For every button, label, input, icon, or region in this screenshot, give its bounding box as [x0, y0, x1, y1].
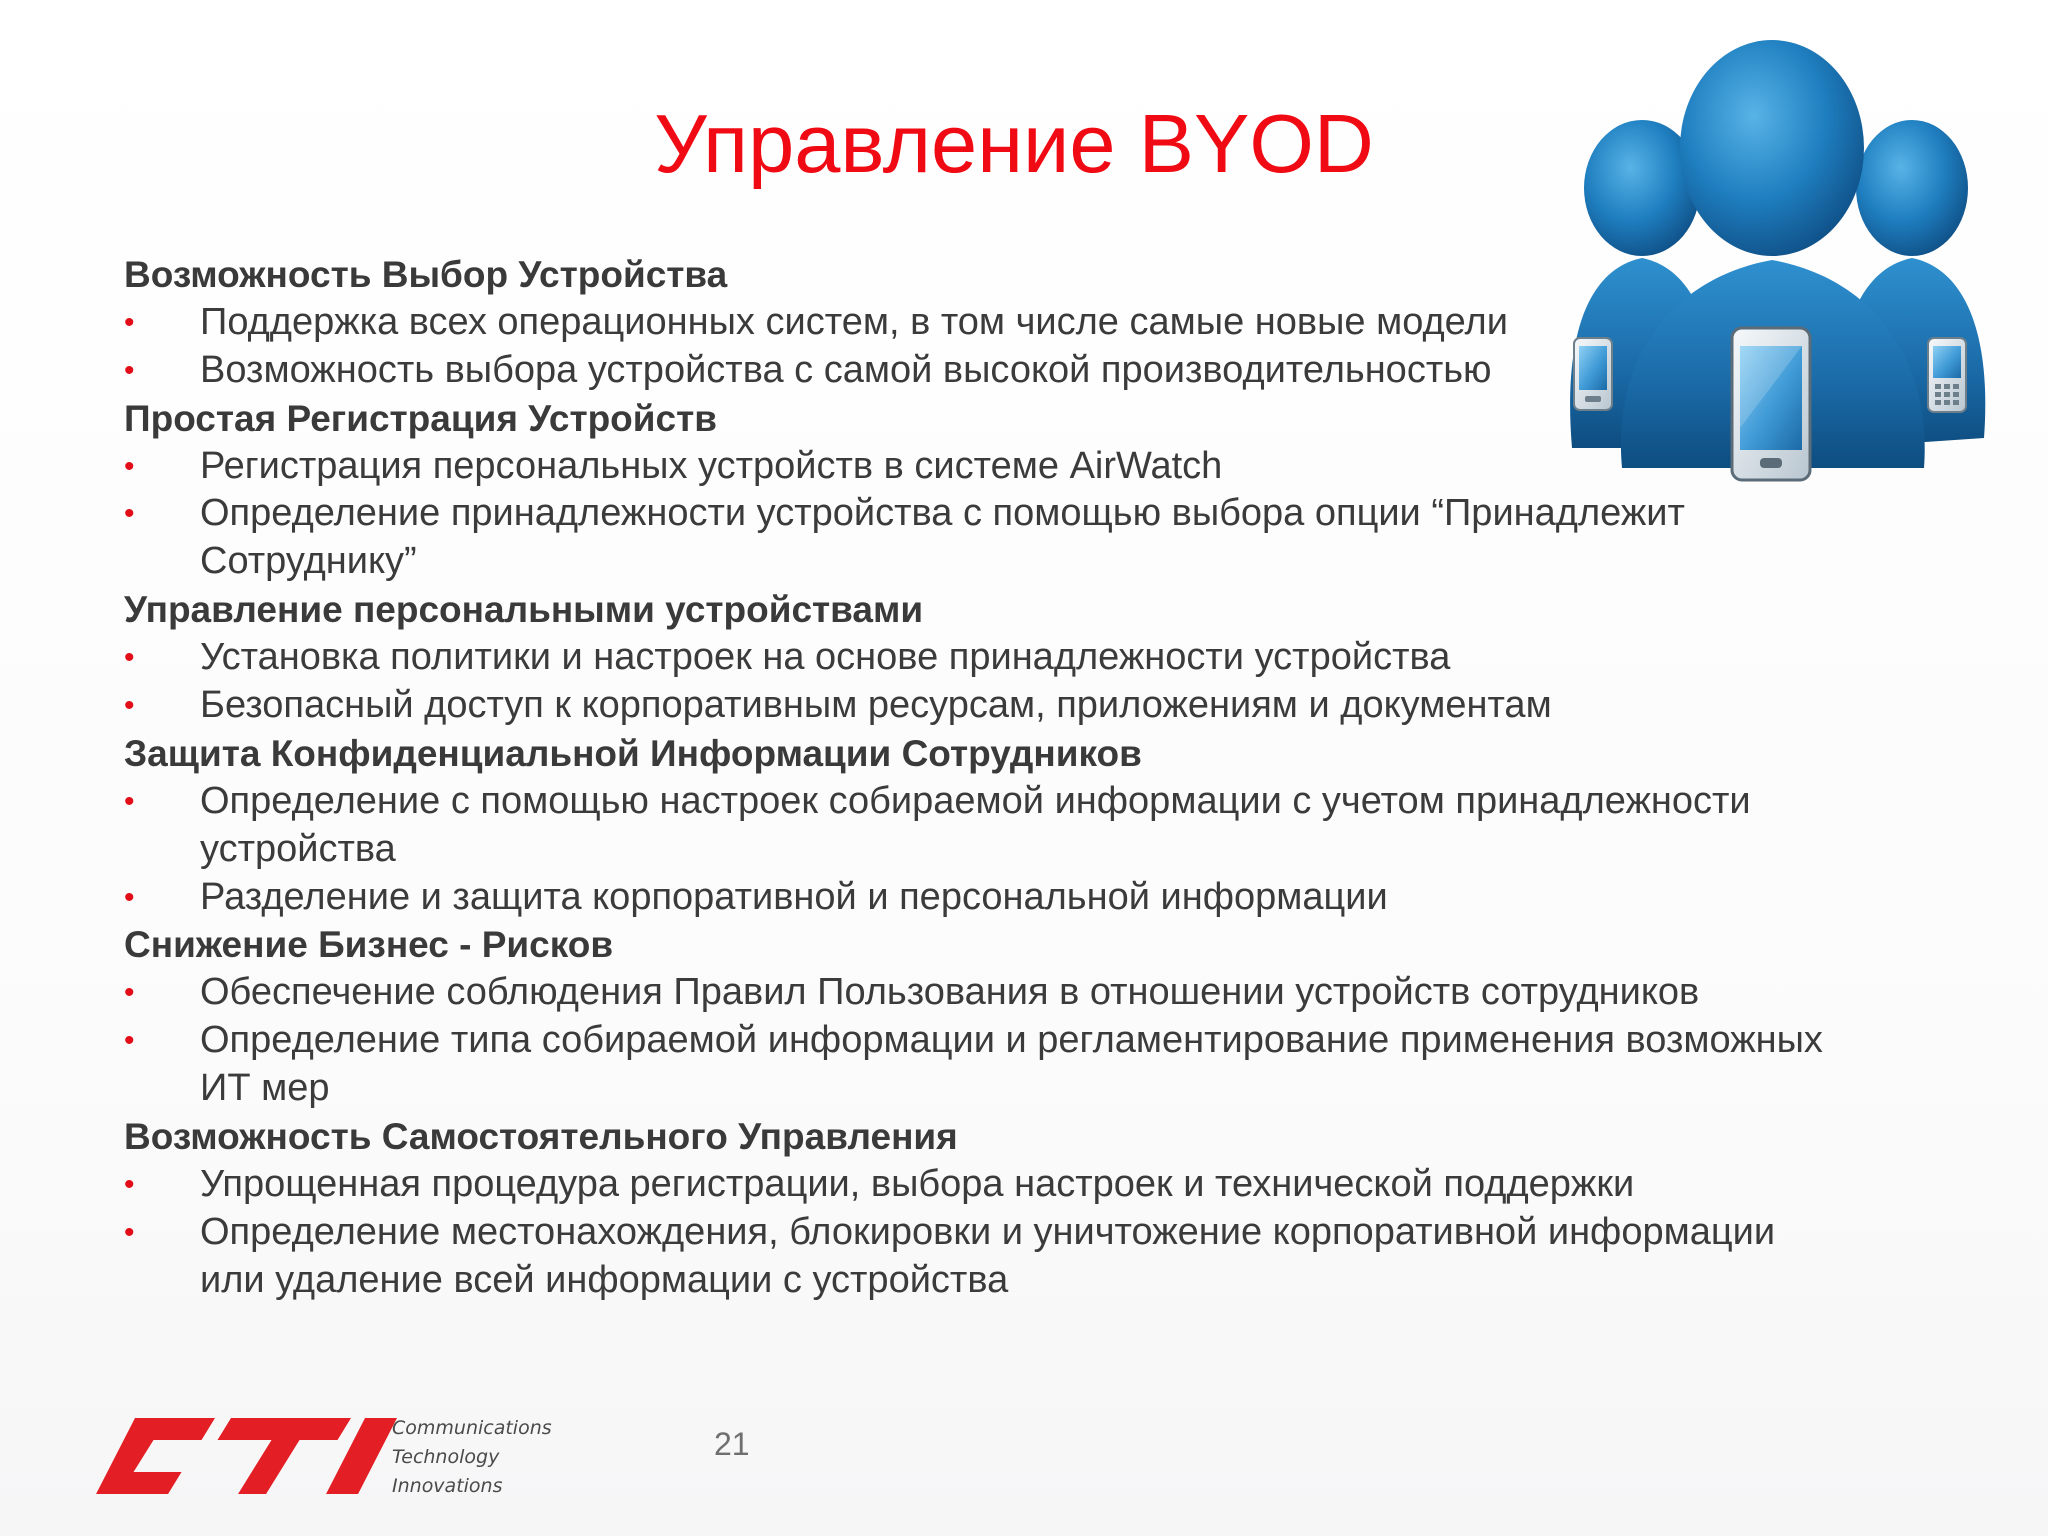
bullet-dot-icon: • [124, 497, 135, 531]
section-heading: Простая Регистрация Устройств [124, 397, 717, 439]
logo-caption-line: Communications [392, 1417, 552, 1439]
logo-caption-line: Innovations [392, 1475, 503, 1497]
section-heading: Защита Конфиденциальной Информации Сотрудников [124, 732, 1142, 774]
bullet-text: Регистрация персональных устройств в системе AirWatch [200, 444, 1223, 487]
bullet-dot-icon: • [124, 1215, 135, 1249]
bullet-item [124, 1017, 1924, 1065]
bullet-item [124, 969, 1924, 1017]
bullet-item [124, 1161, 1924, 1209]
bullet-dot-icon: • [124, 1024, 135, 1058]
bullet-item-continuation [124, 826, 1924, 874]
bullet-item [124, 490, 1924, 538]
bullet-text: Разделение и защита корпоративной и персональной информации [200, 875, 1388, 918]
bullet-text: Обеспечение соблюдения Правил Пользования в отношении устройств сотрудников [200, 971, 1700, 1014]
bullet-dot-icon: • [124, 689, 135, 723]
bullet-item-continuation [124, 1257, 1924, 1305]
bullet-dot-icon: • [124, 976, 135, 1010]
bullet-text: ИТ мер [200, 1067, 330, 1110]
section-heading: Управление персональными устройствами [124, 589, 924, 631]
bullet-text: Возможность выбора устройства с самой высокой производительностью [200, 348, 1492, 391]
bullet-dot-icon: • [124, 305, 135, 339]
bullet-dot-icon: • [124, 1167, 135, 1201]
section-heading: Возможность Выбор Устройства [124, 254, 728, 295]
bullet-text: Определение с помощью настроек собираемой информации с учетом принадлежности [200, 779, 1751, 822]
page-number: 21 [714, 1426, 750, 1462]
bullet-item [124, 682, 1924, 730]
bullet-dot-icon: • [124, 449, 135, 483]
bullet-text: или удаление всей информации с устройства [200, 1258, 1009, 1301]
bullet-item [124, 634, 1924, 682]
bullet-text: Определение местонахождения, блокировки и уничтожение корпоративной информации [200, 1210, 1776, 1253]
phone-left-icon [1574, 338, 1612, 410]
section-heading: Снижение Бизнес - Рисков [124, 924, 614, 966]
bullet-item [124, 1209, 1924, 1257]
bullet-dot-icon: • [124, 641, 135, 675]
phone-center-icon [1732, 328, 1810, 480]
bullet-text: Упрощенная процедура регистрации, выбора настроек и технической поддержки [200, 1162, 1635, 1205]
bullet-item [124, 778, 1924, 826]
bullet-item-continuation [124, 1065, 1924, 1113]
bullet-text: Определение типа собираемой информации и регламентирование применения возможных [200, 1019, 1823, 1062]
bullet-item [124, 874, 1924, 922]
logo-caption [392, 1414, 552, 1501]
slide-title-text: Управление BYOD [654, 97, 1374, 190]
bullet-text: устройства [200, 827, 396, 870]
bullet-text: Установка политики и настроек на основе принадлежности устройства [200, 636, 1451, 679]
bullet-dot-icon: • [124, 353, 135, 387]
logo-caption-line: Technology [392, 1446, 500, 1468]
bullet-dot-icon: • [124, 880, 135, 914]
section-heading: Возможность Самостоятельного Управления [124, 1116, 958, 1158]
people-with-phones-icon [1552, 28, 1992, 488]
cti-logo [96, 1406, 406, 1504]
bullet-text: Сотруднику” [200, 540, 417, 583]
bullet-text: Поддержка всех операционных систем, в том числе самые новые модели [200, 300, 1508, 343]
bullet-text: Безопасный доступ к корпоративным ресурсам, приложениям и документам [200, 684, 1552, 727]
bullet-text: Определение принадлежности устройства с помощью выбора опции “Принадлежит [200, 492, 1685, 535]
phone-right-icon [1928, 338, 1966, 412]
bullet-item-continuation [124, 538, 1924, 586]
bullet-dot-icon: • [124, 784, 135, 818]
